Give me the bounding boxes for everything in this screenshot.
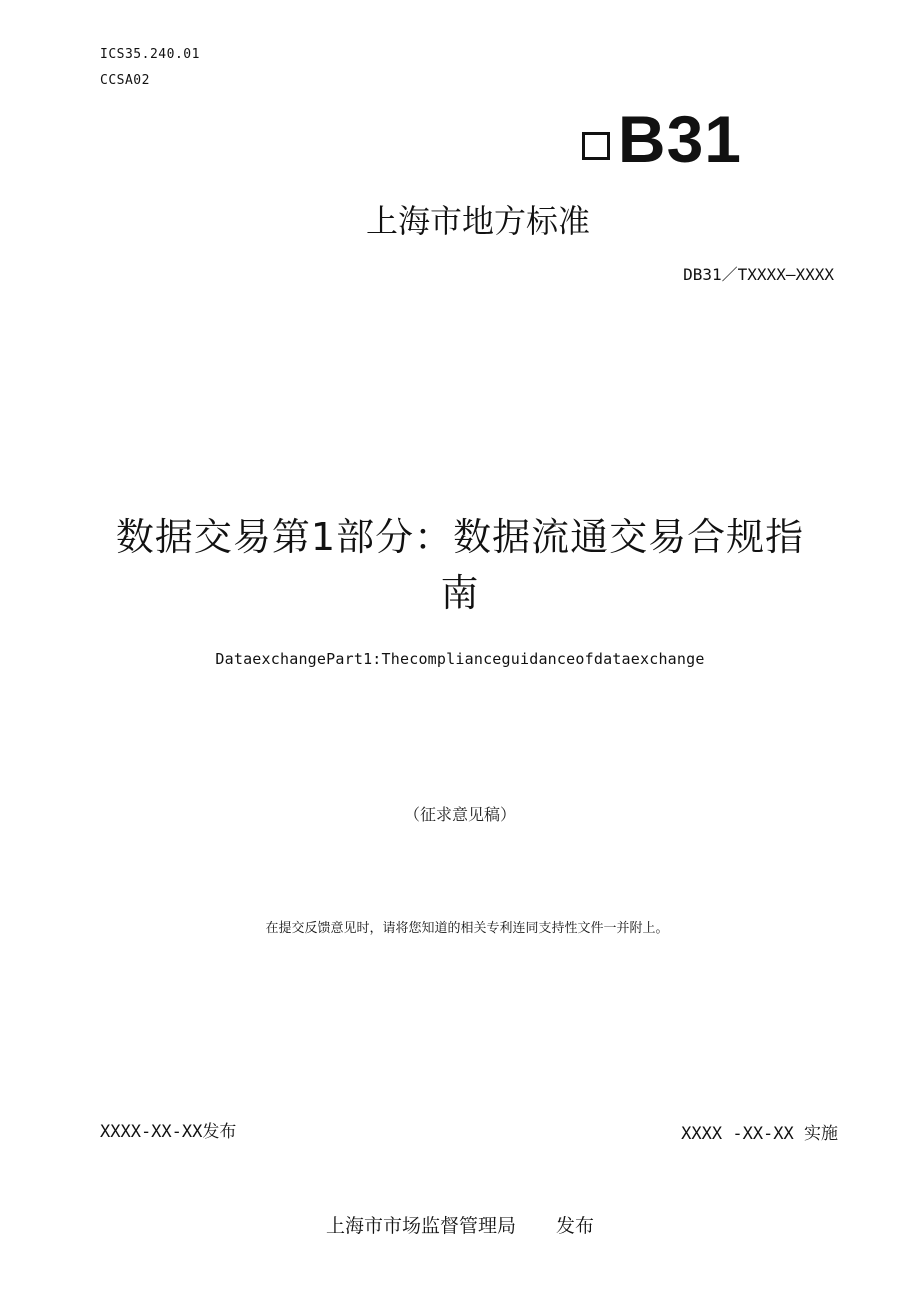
standard-type: 上海市地方标准	[365, 202, 590, 240]
ccs-code: CCSA02	[100, 73, 150, 88]
square-outline-icon	[582, 132, 610, 160]
publisher-action: 发布	[556, 1215, 595, 1237]
standard-logo	[582, 100, 742, 178]
title-line-2: 南	[440, 571, 480, 615]
draft-label: （征求意见稿）	[403, 805, 516, 824]
title-line-1: 数据交易第1部分：数据流通交易合规指	[115, 515, 805, 559]
publisher	[0, 1211, 920, 1238]
logo-text: B31	[617, 102, 742, 176]
implementation-date: XXXX -XX-XX 实施	[681, 1124, 838, 1144]
english-title: DataexchangePart1:Thecomplianceguidanceofdataexchange	[215, 650, 705, 668]
patent-notice: 在提交反馈意见时，请将您知道的相关专利连同支持性文件一并附上。	[265, 921, 669, 936]
issue-date: XXXX-XX-XX发布	[100, 1122, 237, 1142]
document-title	[0, 510, 920, 620]
publisher-name: 上海市市场监督管理局	[325, 1215, 516, 1237]
standard-number: DB31／TXXXX—XXXX	[683, 265, 834, 284]
ics-code: ICS35.240.01	[100, 47, 200, 62]
